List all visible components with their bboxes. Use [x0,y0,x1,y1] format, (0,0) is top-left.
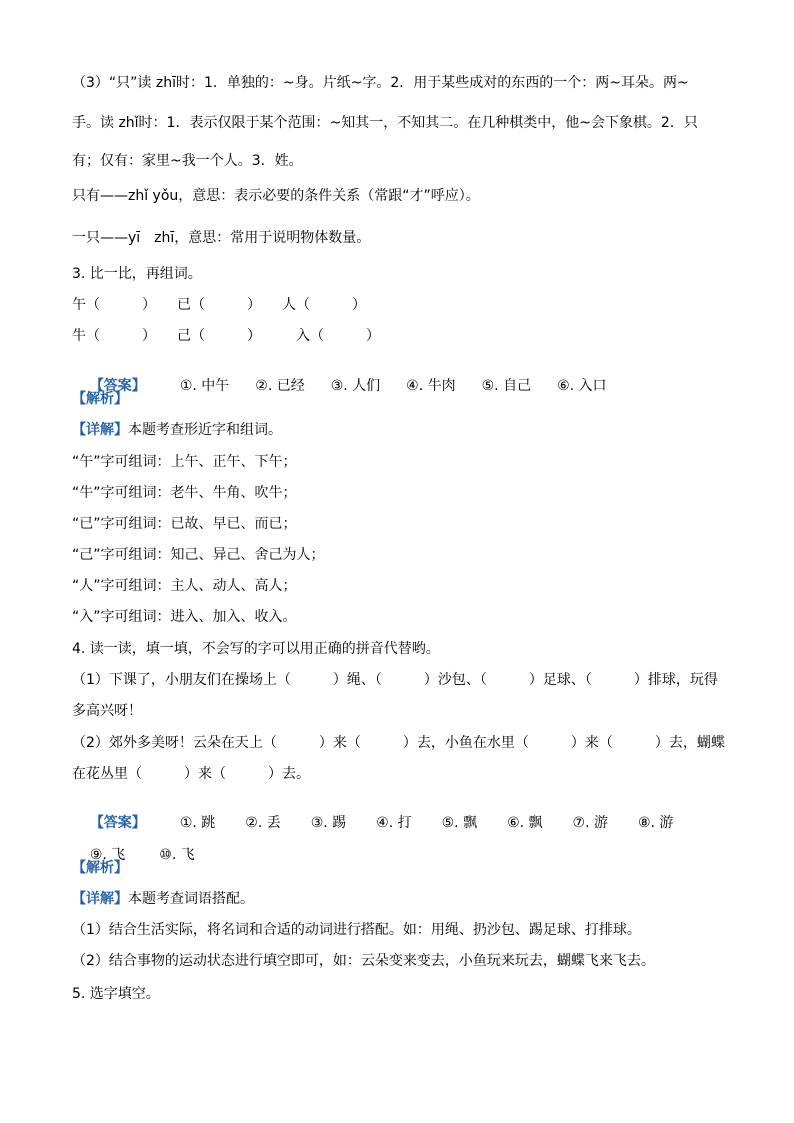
word-group-line: “入”字可组词：进入、加入、收入。 [72,609,297,625]
answer-item: ⑤. 飘 [441,815,478,831]
para-yizhi: 一只——yī zhī，意思：常用于说明物体数量。 [72,230,371,246]
answer-item: ①. 跳 [179,815,216,831]
answer-item: ②. 已经 [255,378,305,394]
answer-item: ③. 踢 [310,815,347,831]
answer-item: ⑦. 游 [572,815,608,831]
question-4-sentence-1-line-1: （1）下课了，小朋友们在操场上（ ）绳、（ ）沙包、（ ）足球、（ ）排球，玩得 [72,672,718,688]
question-3-detail [72,421,282,439]
question-4-title: 4. 读一读，填一填，不会写的字可以用正确的拼音代替哟。 [72,641,440,657]
question-3-title: 3. 比一比，再组词。 [72,266,202,282]
word-group-line: “午”字可组词：上午、正午、下午； [72,454,297,470]
para-zhi-line-2: 手。读 zhǐ时：1．表示仅限于某个范围：~知其一，不知其二。在几种棋类中，他~会下象棋。2．只 [72,115,698,131]
answer-item: ⑤. 自己 [481,378,532,394]
answer-item: ①. 中午 [179,378,230,394]
question-3-answer [72,359,607,413]
detail-tag: 【详解】 [72,422,128,438]
answer-item: ⑨. 飞 [89,847,126,863]
word-group-line: “己”字可组词：知己、异己、舍己为人； [72,547,325,563]
question-4-sentence-2-line-2: 在花丛里（ ）来（ ）去。 [72,766,310,782]
answer-item: ②. 丢 [245,815,281,831]
question-5-title: 5. 选字填空。 [72,986,160,1002]
question-4-sentence-2-line-1: （2）郊外多美呀！云朵在天上（ ）来（ ）去，小鱼在水里（ ）来（ ）去，蝴蝶 [72,735,725,751]
detail-text: 本题考查词语搭配。 [128,891,254,907]
word-group-line: “人”字可组词：主人、动人、高人； [72,578,297,594]
question-4-analysis-tag: 【解析】 [72,860,128,876]
para-zhi-line-3: 有；仅有：家里~我一个人。3．姓。 [72,153,303,169]
detail-text: 本题考查形近字和组词。 [128,422,282,438]
question-4-detail [72,890,254,908]
question-3-row-2: 牛（ ） 己（ ） 入（ ） [72,328,380,344]
question-4-explanation-1: （1）结合生活实际，将名词和合适的动词进行搭配。如：用绳、扔沙包、踢足球、打排球。 [72,922,641,938]
para-zhiyou: 只有——zhǐ yǒu，意思：表示必要的条件关系（常跟“才”呼应）。 [72,188,480,204]
question-4-explanation-2: （2）结合事物的运动状态进行填空即可，如：云朵变来变去，小鱼玩来玩去，蝴蝶飞来飞去。 [72,953,655,969]
question-4-sentence-1-line-2: 多高兴呀！ [72,703,142,719]
answer-item: ④. 牛肉 [406,378,456,394]
answer-item: ⑧. 游 [637,815,674,831]
answer-tag: 【答案】 [89,815,146,831]
question-3-analysis-tag: 【解析】 [72,391,128,407]
word-group-line: “牛”字可组词：老牛、牛角、吹牛； [72,485,297,501]
answer-item: ⑥. 飘 [507,815,543,831]
answer-item: ③. 人们 [330,378,381,394]
detail-tag: 【详解】 [72,891,128,907]
answer-item: ⑥. 入口 [557,378,607,394]
answer-item: ⑩. 飞 [159,847,195,863]
answer-item: ④. 打 [376,815,412,831]
word-group-line: “已”字可组词：已故、早已、而已； [72,516,297,532]
para-zhi-line-1: （3）“只”读 zhī时：1．单独的：~身。片纸~字。2．用于某些成对的东西的一个：两~耳朵。两~ [72,75,689,91]
answer-tag: 【答案】 [89,378,146,394]
question-3-row-1: 午（ ） 已（ ） 人（ ） [72,297,366,313]
